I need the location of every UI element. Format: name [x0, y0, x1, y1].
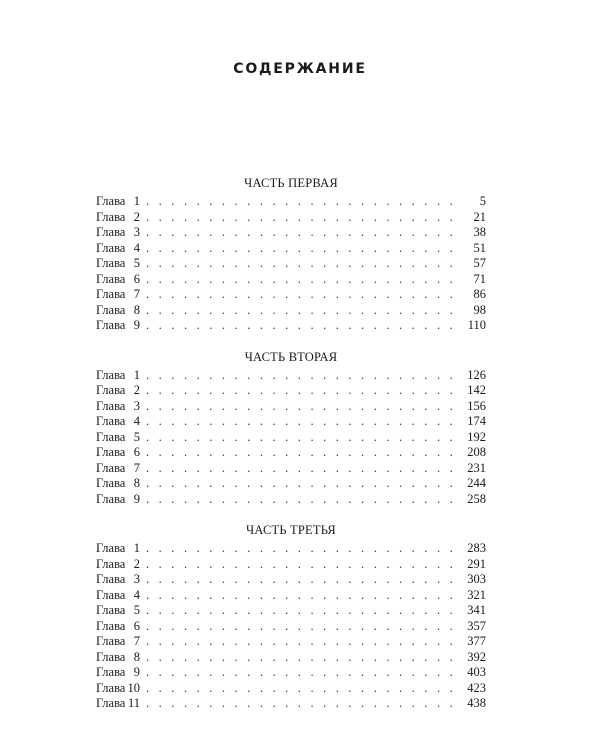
- chapter-word: Глава: [96, 429, 126, 444]
- page-number: 321: [467, 587, 486, 602]
- dot-leader: [146, 399, 460, 415]
- toc-entry[interactable]: [96, 256, 486, 272]
- chapter-number: 9: [133, 665, 140, 679]
- toc-entry[interactable]: [96, 272, 486, 288]
- page-number: 208: [467, 445, 486, 459]
- dot-leader: [146, 241, 460, 257]
- toc-entry[interactable]: [96, 318, 486, 334]
- chapter-word: Глава: [96, 414, 126, 428]
- toc-entry[interactable]: [96, 634, 486, 650]
- chapter-number: 7: [133, 287, 140, 301]
- chapter-number: 7: [133, 634, 140, 648]
- chapter-number: 10: [127, 680, 140, 695]
- toc-entry[interactable]: [96, 368, 486, 384]
- dot-leader: [146, 681, 460, 697]
- chapter-word: Глава: [96, 383, 126, 397]
- dot-leader: [146, 461, 460, 477]
- chapter-number: 1: [133, 367, 140, 382]
- chapter-word: Глава: [96, 556, 126, 571]
- page-number: 357: [467, 618, 486, 633]
- chapter-word: Глава: [96, 572, 126, 586]
- chapter-number: 4: [133, 587, 140, 602]
- page-number: 38: [473, 225, 486, 239]
- chapter-word: Глава: [96, 209, 126, 224]
- dot-leader: [146, 650, 460, 666]
- chapter-word: Глава: [96, 665, 126, 679]
- page-number: 438: [467, 696, 486, 710]
- chapter-word: Глава: [96, 194, 126, 208]
- table-of-contents: [96, 172, 486, 712]
- dot-leader: [146, 368, 460, 384]
- part-title: ЧАСТЬ ВТОРАЯ: [244, 349, 338, 364]
- chapter-word: Глава: [96, 225, 126, 239]
- chapter-number: 3: [133, 398, 140, 413]
- chapter-number: 1: [133, 541, 140, 555]
- chapter-word: Глава: [96, 287, 126, 301]
- chapter-number: 9: [133, 491, 140, 506]
- toc-entry[interactable]: [96, 603, 486, 619]
- page-title: СОДЕРЖАНИЕ: [233, 61, 367, 77]
- toc-entry[interactable]: [96, 541, 486, 557]
- page-number: 231: [467, 460, 486, 475]
- chapter-word: Глава: [96, 318, 126, 332]
- dot-leader: [146, 541, 460, 557]
- chapter-word: Глава: [96, 445, 126, 459]
- toc-entry[interactable]: [96, 681, 486, 697]
- page-number: 283: [467, 541, 486, 555]
- dot-leader: [146, 256, 460, 272]
- chapter-word: Глава: [96, 476, 126, 490]
- dot-leader: [146, 194, 460, 210]
- toc-entry[interactable]: [96, 414, 486, 430]
- toc-entry[interactable]: [96, 430, 486, 446]
- dot-leader: [146, 303, 460, 319]
- page-number: 423: [467, 680, 486, 695]
- toc-entry[interactable]: [96, 492, 486, 508]
- toc-entry[interactable]: [96, 461, 486, 477]
- page-number: 377: [467, 634, 486, 648]
- toc-entry[interactable]: [96, 210, 486, 226]
- dot-leader: [146, 634, 460, 650]
- chapter-number: 5: [133, 429, 140, 444]
- toc-entry[interactable]: [96, 194, 486, 210]
- toc-entry[interactable]: [96, 619, 486, 635]
- page-number: 5: [479, 194, 486, 208]
- page-number: 98: [473, 302, 486, 317]
- page-number: 291: [467, 556, 486, 571]
- page-number: 110: [467, 318, 486, 332]
- chapter-word: Глава: [96, 256, 126, 270]
- toc-entry[interactable]: [96, 399, 486, 415]
- dot-leader: [146, 557, 460, 573]
- chapter-number: 6: [133, 445, 140, 459]
- page-number: 21: [473, 209, 486, 224]
- part-title: ЧАСТЬ ТРЕТЬЯ: [246, 523, 336, 537]
- chapter-word: Глава: [96, 460, 126, 475]
- toc-part: [96, 519, 486, 712]
- page-number: 126: [467, 367, 486, 382]
- chapter-number: 3: [133, 572, 140, 586]
- toc-entry[interactable]: [96, 303, 486, 319]
- chapter-number: 8: [133, 649, 140, 664]
- chapter-word: Глава: [96, 634, 126, 648]
- chapter-number: 8: [133, 476, 140, 490]
- dot-leader: [146, 619, 460, 635]
- chapter-word: Глава: [96, 696, 126, 710]
- page-number: 57: [473, 256, 486, 270]
- chapter-number: 4: [133, 240, 140, 255]
- page-number: 403: [467, 665, 486, 679]
- page-number: 192: [467, 429, 486, 444]
- dot-leader: [146, 225, 460, 241]
- chapter-number: 9: [133, 318, 140, 332]
- dot-leader: [146, 492, 460, 508]
- dot-leader: [146, 696, 460, 712]
- chapter-word: Глава: [96, 680, 126, 695]
- dot-leader: [146, 588, 460, 604]
- toc-entry[interactable]: [96, 588, 486, 604]
- page-number: 303: [467, 572, 486, 586]
- chapter-number: 5: [133, 256, 140, 270]
- chapter-word: Глава: [96, 618, 126, 633]
- toc-entry[interactable]: [96, 665, 486, 681]
- dot-leader: [146, 318, 460, 334]
- page-number: 244: [467, 476, 486, 490]
- chapter-word: Глава: [96, 649, 126, 664]
- toc-entry[interactable]: [96, 476, 486, 492]
- chapter-word: Глава: [96, 271, 126, 286]
- chapter-number: 5: [133, 603, 140, 617]
- dot-leader: [146, 665, 460, 681]
- chapter-number: 2: [133, 383, 140, 397]
- dot-leader: [146, 430, 460, 446]
- chapter-word: Глава: [96, 603, 126, 617]
- toc-entry[interactable]: [96, 445, 486, 461]
- chapter-word: Глава: [96, 367, 126, 382]
- page-number: 86: [473, 287, 486, 301]
- dot-leader: [146, 572, 460, 588]
- chapter-number: 8: [133, 302, 140, 317]
- chapter-number: 3: [133, 225, 140, 239]
- page-number: 341: [467, 603, 486, 617]
- dot-leader: [146, 414, 460, 430]
- toc-entry[interactable]: [96, 225, 486, 241]
- page-number: 142: [467, 383, 486, 397]
- toc-part: [96, 172, 486, 334]
- page-number: 392: [467, 649, 486, 664]
- dot-leader: [146, 272, 460, 288]
- chapter-word: Глава: [96, 541, 126, 555]
- page-number: 156: [467, 398, 486, 413]
- toc-part: [96, 346, 486, 508]
- dot-leader: [146, 476, 460, 492]
- chapter-number: 7: [133, 460, 140, 475]
- chapter-number: 2: [133, 556, 140, 571]
- part-title: ЧАСТЬ ПЕРВАЯ: [244, 176, 338, 190]
- toc-entry[interactable]: [96, 287, 486, 303]
- page-number: 51: [473, 240, 486, 255]
- chapter-number: 4: [133, 414, 140, 428]
- toc-entry[interactable]: [96, 572, 486, 588]
- chapter-number: 6: [133, 271, 140, 286]
- dot-leader: [146, 383, 460, 399]
- page-number: 71: [473, 271, 486, 286]
- page-number: 258: [467, 491, 486, 506]
- chapter-number: 6: [133, 618, 140, 633]
- chapter-word: Глава: [96, 491, 126, 506]
- chapter-word: Глава: [96, 398, 126, 413]
- toc-entry[interactable]: [96, 241, 486, 257]
- chapter-word: Глава: [96, 240, 126, 255]
- dot-leader: [146, 210, 460, 226]
- chapter-number: 1: [133, 194, 140, 208]
- dot-leader: [146, 603, 460, 619]
- toc-entry[interactable]: [96, 557, 486, 573]
- chapter-number: 2: [133, 209, 140, 224]
- toc-entry[interactable]: [96, 650, 486, 666]
- dot-leader: [146, 287, 460, 303]
- dot-leader: [146, 445, 460, 461]
- toc-entry[interactable]: [96, 696, 486, 712]
- toc-entry[interactable]: [96, 383, 486, 399]
- chapter-number: 11: [127, 696, 140, 710]
- page-number: 174: [467, 414, 486, 428]
- chapter-word: Глава: [96, 302, 126, 317]
- chapter-word: Глава: [96, 587, 126, 602]
